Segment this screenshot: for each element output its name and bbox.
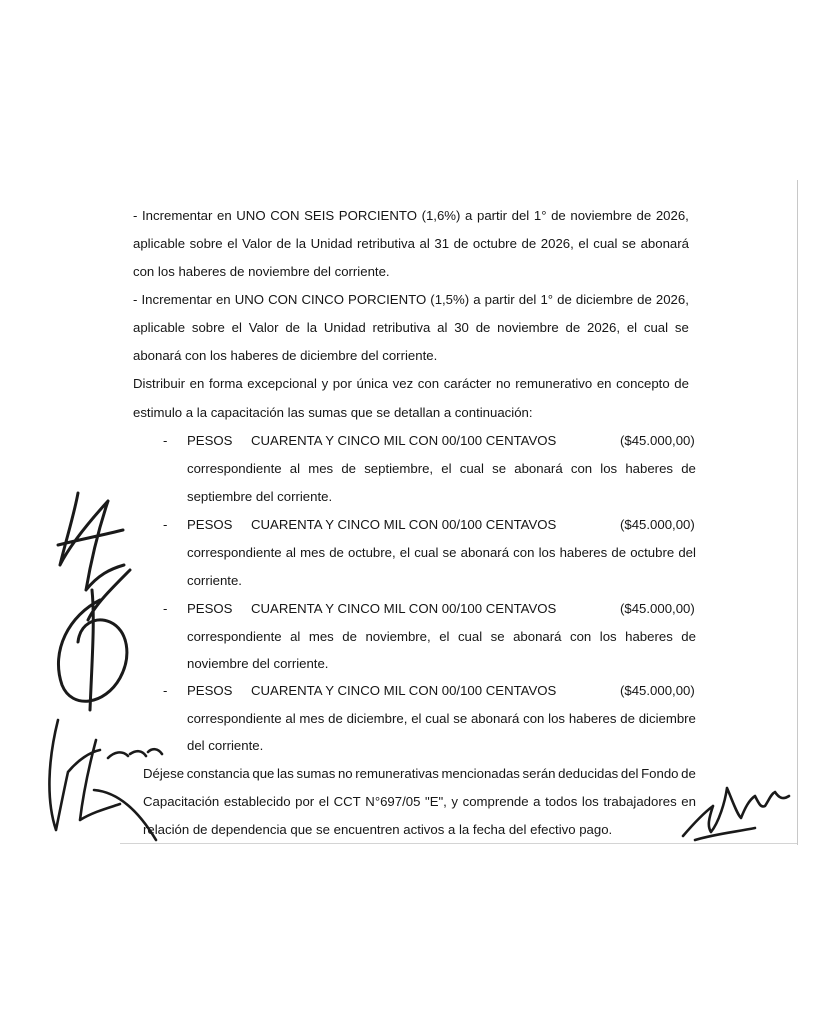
signature-right-bottom-icon <box>675 762 795 844</box>
item-4-line-3: del corriente. <box>187 738 264 753</box>
item-2-line-3: corriente. <box>187 573 242 588</box>
p1-line-2: aplicable sobre el Valor de la Unidad retributiva al 31 de octubre de 2026, el cual se abonará <box>133 236 689 251</box>
item-1-bullet: - <box>163 433 168 448</box>
p4-line-2: Capacitación establecido por el CCT N°697/05 "E", y comprende a todos los trabajadores en <box>143 794 696 809</box>
item-4-line-2: correspondiente al mes de diciembre, el cual se abonará con los haberes de diciembre <box>187 711 696 726</box>
item-4-bullet: - <box>163 683 168 698</box>
p2-line-1: - Incrementar en UNO CON CINCO PORCIENTO (1,5%) a partir del 1° de diciembre de 2026, <box>133 292 689 307</box>
item-2-amount-words: CUARENTA Y CINCO MIL CON 00/100 CENTAVOS <box>251 517 557 532</box>
item-4-amount: ($45.000,00) <box>620 683 695 698</box>
item-4-amount-words: CUARENTA Y CINCO MIL CON 00/100 CENTAVOS <box>251 683 557 698</box>
item-3-pesos: PESOS <box>187 601 233 616</box>
p1-line-3: con los haberes de noviembre del corriente. <box>133 264 390 279</box>
item-1-line-2: correspondiente al mes de septiembre, el cual se abonará con los haberes de <box>187 461 696 476</box>
item-3-amount-words: CUARENTA Y CINCO MIL CON 00/100 CENTAVOS <box>251 601 557 616</box>
p4-line-3: relación de dependencia que se encuentren activos a la fecha del efectivo pago. <box>143 822 613 837</box>
item-4-pesos: PESOS <box>187 683 233 698</box>
page-edge-right <box>797 180 798 845</box>
item-2-amount: ($45.000,00) <box>620 517 695 532</box>
p3-line-1: Distribuir en forma excepcional y por única vez con carácter no remunerativo en concepto de <box>133 376 689 391</box>
item-1-amount: ($45.000,00) <box>620 433 695 448</box>
item-2-line-2: correspondiente al mes de octubre, el cual se abonará con los haberes de octubre del <box>187 545 696 560</box>
signature-left-bottom-icon <box>38 700 168 850</box>
item-2-bullet: - <box>163 517 168 532</box>
p1-line-1: - Incrementar en UNO CON SEIS PORCIENTO (1,6%) a partir del 1° de noviembre de 2026, <box>133 208 689 223</box>
p2-line-3: abonará con los haberes de diciembre del corriente. <box>133 348 438 363</box>
p2-line-2: aplicable sobre el Valor de la Unidad retributiva al 30 de noviembre de 2026, el cual se <box>133 320 689 335</box>
p4-line-1: Déjese constancia que las sumas no remunerativas mencionadas serán deducidas del Fondo de <box>143 766 696 781</box>
item-1-amount-words: CUARENTA Y CINCO MIL CON 00/100 CENTAVOS <box>251 433 557 448</box>
item-3-line-3: noviembre del corriente. <box>187 656 329 671</box>
item-2-pesos: PESOS <box>187 517 233 532</box>
signature-left-middle-icon <box>40 560 150 720</box>
item-3-amount: ($45.000,00) <box>620 601 695 616</box>
p3-line-2: estimulo a la capacitación las sumas que se detallan a continuación: <box>133 405 533 420</box>
item-3-line-2: correspondiente al mes de noviembre, el cual se abonará con los haberes de <box>187 629 696 644</box>
item-3-bullet: - <box>163 601 168 616</box>
item-1-pesos: PESOS <box>187 433 233 448</box>
item-1-line-3: septiembre del corriente. <box>187 489 333 504</box>
